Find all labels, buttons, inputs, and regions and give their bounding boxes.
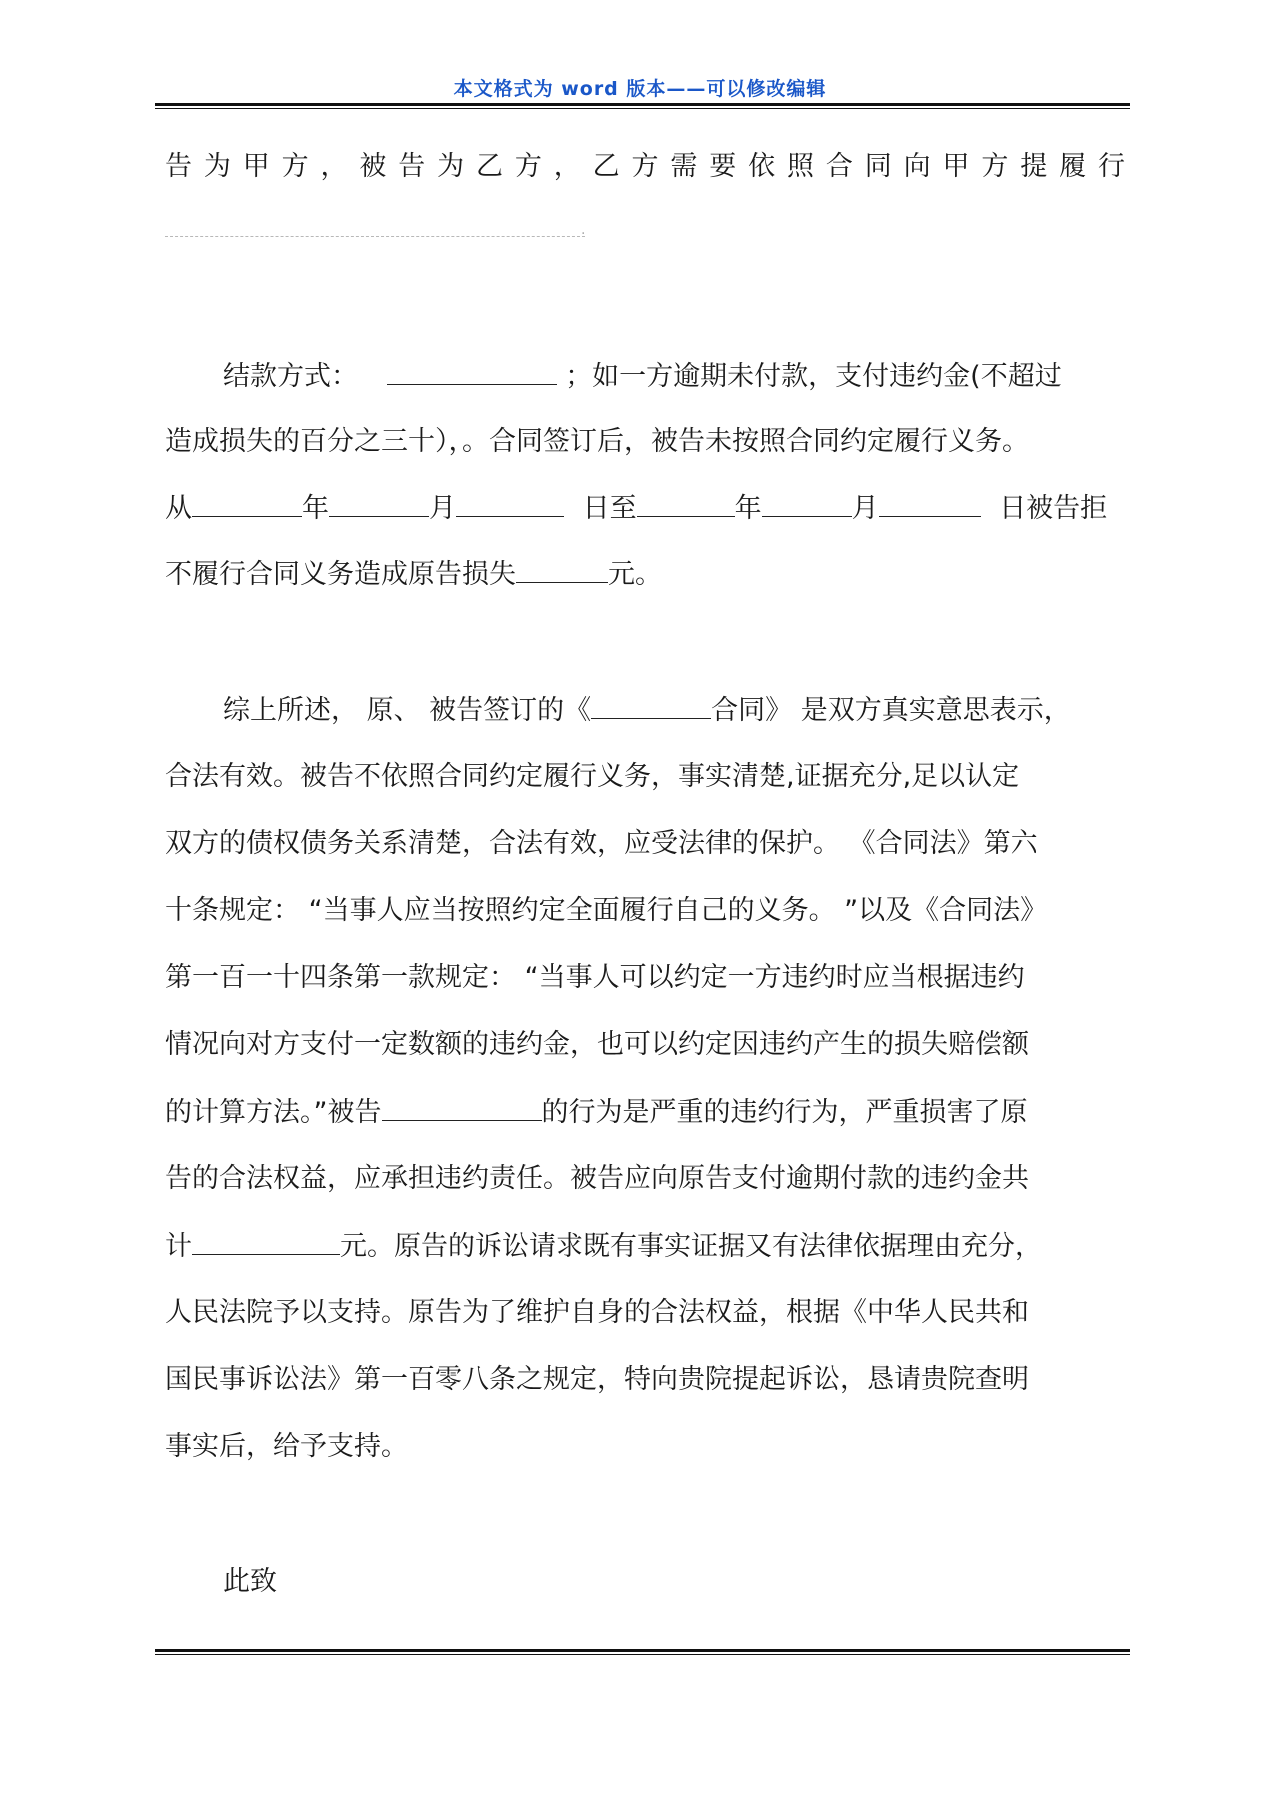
year2-label: 年 xyxy=(734,493,762,524)
footer-rule-thin xyxy=(155,1654,1130,1655)
summary-text-b: 合同》 是双方真实意思表示， xyxy=(711,695,1071,726)
summary-line-8: 告的合法权益，应承担违约责任。被告应向原告支付逾期付款的违约金共 xyxy=(165,1163,1029,1194)
spread-char: 为 xyxy=(203,151,231,182)
spread-char: 被 xyxy=(359,151,387,182)
spread-char: 方 xyxy=(981,151,1009,182)
breach-text: 的行为是严重的违约行为，严重损害了原 xyxy=(541,1097,1028,1128)
month-label: 月 xyxy=(429,493,456,524)
start-day-blank[interactable] xyxy=(456,488,564,517)
month2-label: 月 xyxy=(851,493,879,524)
spread-char: 同 xyxy=(864,151,892,182)
start-year-blank[interactable] xyxy=(192,488,302,517)
spread-char: 乙 xyxy=(592,151,620,182)
summary-line-6: 情况向对方支付一定数额的违约金，也可以约定因违约产生的损失赔偿额 xyxy=(165,1029,1029,1060)
payment-line-3 xyxy=(165,488,1125,529)
header-title: 本文格式为 word 版本——可以修改编辑 xyxy=(453,78,827,100)
spread-char: 依 xyxy=(748,151,776,182)
spread-char: 方 xyxy=(514,151,542,182)
loss-text: 不履行合同义务造成原告损失 xyxy=(165,559,516,590)
total-label: 计 xyxy=(165,1231,192,1262)
penalty-amount-blank[interactable] xyxy=(192,1226,340,1255)
dashed-separator xyxy=(165,236,585,237)
calc-text: 的计算方法。”被告 xyxy=(165,1097,382,1128)
summary-line-2: 合法有效。被告不依照合同约定履行义务，事实清楚,证据充分,足以认定 xyxy=(165,761,1020,792)
yuan-label: 元。 xyxy=(608,559,662,590)
defendant-act-blank[interactable] xyxy=(382,1092,542,1121)
spread-text-line xyxy=(165,147,1125,187)
header-rule-thin xyxy=(155,108,1130,109)
end-day-blank[interactable] xyxy=(879,488,981,517)
refuse-label: 日被告拒 xyxy=(999,493,1108,524)
summary-text-a: 综上所述， 原、 被告签订的《 xyxy=(223,695,592,726)
payment-line-2: 造成损失的百分之三十），。合同签订后，被告未按照合同约定履行义务。 xyxy=(165,426,1029,457)
spread-char: 需 xyxy=(670,151,698,182)
start-month-blank[interactable] xyxy=(329,488,429,517)
spread-char: 甲 xyxy=(242,151,270,182)
spread-char: 合 xyxy=(825,151,853,182)
year-label: 年 xyxy=(302,493,329,524)
summary-line-4: 十条规定： “当事人应当按照约定全面履行自己的义务。 ”以及《合同法》 xyxy=(165,895,1048,926)
day-to-label: 日至 xyxy=(582,493,637,524)
payment-label: 结款方式： xyxy=(223,361,358,392)
closing-salutation: 此致 xyxy=(223,1566,277,1597)
spread-char: 乙 xyxy=(476,151,503,182)
payment-text: ；如一方逾期未付款，支付违约金(不超过 xyxy=(565,361,1062,392)
spread-char: 甲 xyxy=(942,151,970,182)
end-year-blank[interactable] xyxy=(637,488,735,517)
summary-line-10: 人民法院予以支持。原告为了维护自身的合法权益，根据《中华人民共和 xyxy=(165,1297,1029,1328)
spread-char: 行 xyxy=(1098,151,1125,182)
header-rule xyxy=(155,103,1130,106)
summary-line-7 xyxy=(165,1092,1125,1133)
spread-char: 要 xyxy=(709,151,737,182)
spread-char: 照 xyxy=(787,151,814,182)
contract-name-blank[interactable] xyxy=(591,690,711,719)
summary-line-11: 国民事诉讼法》第一百零八条之规定，特向贵院提起诉讼，恳请贵院查明 xyxy=(165,1364,1029,1395)
payment-line-1 xyxy=(165,356,1183,397)
summary-line-3: 双方的债权债务关系清楚，合法有效，应受法律的保护。 《合同法》第六 xyxy=(165,828,1038,859)
from-label: 从 xyxy=(165,493,192,524)
spread-char: ， xyxy=(553,151,581,182)
claim-text: 元。原告的诉讼请求既有事实证据又有法律依据理由充分， xyxy=(340,1231,1042,1262)
spread-char: 告 xyxy=(398,151,426,182)
spread-char: 提 xyxy=(1020,151,1048,182)
footer-rule xyxy=(155,1649,1130,1652)
spread-char: 方 xyxy=(631,151,659,182)
payment-method-blank[interactable] xyxy=(387,356,557,385)
payment-line-4 xyxy=(165,554,1125,595)
spread-char: 履 xyxy=(1059,151,1087,182)
spread-char: ， xyxy=(320,151,348,182)
end-month-blank[interactable] xyxy=(762,488,852,517)
spread-char: 方 xyxy=(281,151,309,182)
spread-char: 为 xyxy=(437,151,465,182)
spread-char: 告 xyxy=(165,151,192,182)
summary-line-12: 事实后，给予支持。 xyxy=(165,1431,408,1462)
separator-dot: · xyxy=(581,226,586,242)
loss-amount-blank[interactable] xyxy=(516,554,608,583)
summary-line-9 xyxy=(165,1226,1125,1267)
spread-char: 向 xyxy=(903,151,931,182)
summary-line-5: 第一百一十四条第一款规定： “当事人可以约定一方违约时应当根据违约 xyxy=(165,962,1025,993)
summary-line-1 xyxy=(165,690,1183,731)
